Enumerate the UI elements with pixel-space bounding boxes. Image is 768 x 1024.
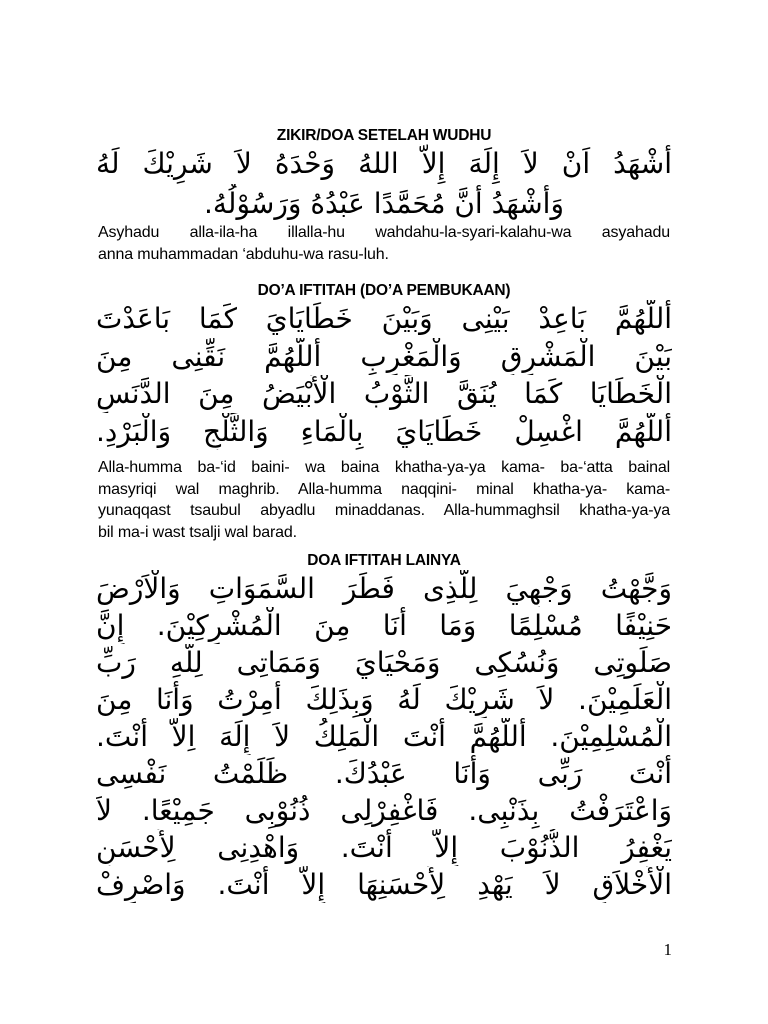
arabic-line: أَنْتَ رَبِّى وَأَنَا عَبْدُكَ. ظَلَمْتُ نَفْسِى [96, 757, 672, 790]
arabic-text-doa-iftitah [96, 300, 672, 450]
section-title-doa-wudhu: ZIKIR/DOA SETELAH WUDHU [276, 127, 492, 144]
transliteration-doa-wudhu [98, 222, 670, 265]
arabic-text-doa-wudhu [96, 144, 672, 224]
arabic-line: أَللَّهُمَّ بَاعِدْ بَيْنِى وَبَيْنَ خَطَايَايَ كَمَا بَاعَدْتَ [96, 302, 672, 335]
arabic-line: بَيْنَ الْمَشْرِقِ وَالْمَغْرِبِ أَللَّهُمَّ نَقِّنِى مِنَ [96, 339, 672, 373]
transliteration-line: anna muhammadan ‘abduhu-wa rasu-luh. [98, 245, 389, 263]
page-number: 1 [663, 940, 672, 959]
arabic-line: وَأَشْهَدُ أَنَّ مُحَمَّدًا عَبْدُهُ وَرَسُوْلُهُ. [204, 187, 564, 220]
transliteration-line: Asyhadu alla-ila-ha illalla-hu wahdahu-la-syari-kalahu-wa asyahadu [98, 224, 670, 241]
transliteration-doa-iftitah [98, 457, 670, 543]
arabic-line: الْعَلَمِيْنَ. لاَ شَرِيْكَ لَهُ وَبِذَلِكَ أُمِرْتُ وَأَنَا مِنَ [96, 683, 672, 716]
arabic-line: وَجَّهْتُ وَجْهِيَ لِلَّذِى فَطَرَ السَّمَوَاتِ وَالْاَرْضَ [96, 572, 672, 605]
arabic-line: صَلَوتِى وَنُسُكِى وَمَحْيَايَ وَمَمَاتِى لِلَّهِ رَبِّ [96, 646, 672, 679]
arabic-line: الْمُسْلِمِيْنَ. أَللَّهُمَّ أَنْتَ الْمَلِكُ لاَ إِلَهَ اِلاَّ أَنْتَ. [96, 720, 672, 753]
section-title-doa-iftitah-lainya: DOA IFTITAH LAINYA [307, 552, 461, 569]
transliteration-line: masyriqi wal maghrib. Alla-humma naqqini- minal khatha-ya- kama- [98, 480, 670, 498]
arabic-text-doa-iftitah-lainya [96, 570, 672, 903]
arabic-line: أَشْهَدُ اَنْ لاَ إِلَهَ إِلاَّ اللهُ وَحْدَهُ لاَ شَرِيْكَ لَهُ [96, 147, 672, 180]
arabic-line: وَاعْتَرَفْتُ بِذَنْبِى. فَاغْفِرْلِى ذُنُوْبِى جَمِيْعًا. لاَ [96, 794, 672, 827]
arabic-line: يَغْفِرُ الذُّنُوْبَ إِلاَّ أَنْتَ. وَاهْدِنِى لِأَحْسَنِ [96, 831, 672, 864]
transliteration-line: Alla-humma ba-‘id baini- wa baina khatha-ya-ya kama- ba-‘atta bainal [98, 459, 670, 476]
arabic-line: الْأَخْلاَقِ لاَ يَهْدِ لِأَحْسَنِهَا إِلاَّ أَنْتَ. وَاصْرِفْ [96, 868, 672, 901]
arabic-line: أَللَّهُمَّ اغْسِلْ خَطَايَايَ بِالْمَاءِ وَالثَّلْجِ وَالْبَرْدِ. [96, 414, 672, 448]
transliteration-line: yunaqqast tsaubul abyadlu minaddanas. Alla-hummaghsil khatha-ya-ya [98, 502, 670, 519]
arabic-line: الْخَطَايَا كَمَا يُنَقَّ الثَّوْبُ الْأَبْيَضُ مِنَ الدَّنَسِ [96, 377, 672, 410]
transliteration-line: bil ma-i wast tsalji wal barad. [98, 523, 297, 541]
section-title-doa-iftitah: DO’A IFTITAH (DO’A PEMBUKAAN) [257, 282, 511, 299]
arabic-line: حَنِيْفًا مُسْلِمًا وَمَا أَنَا مِنَ الْمُشْرِكِيْنَ. إِنَّ [96, 609, 672, 642]
